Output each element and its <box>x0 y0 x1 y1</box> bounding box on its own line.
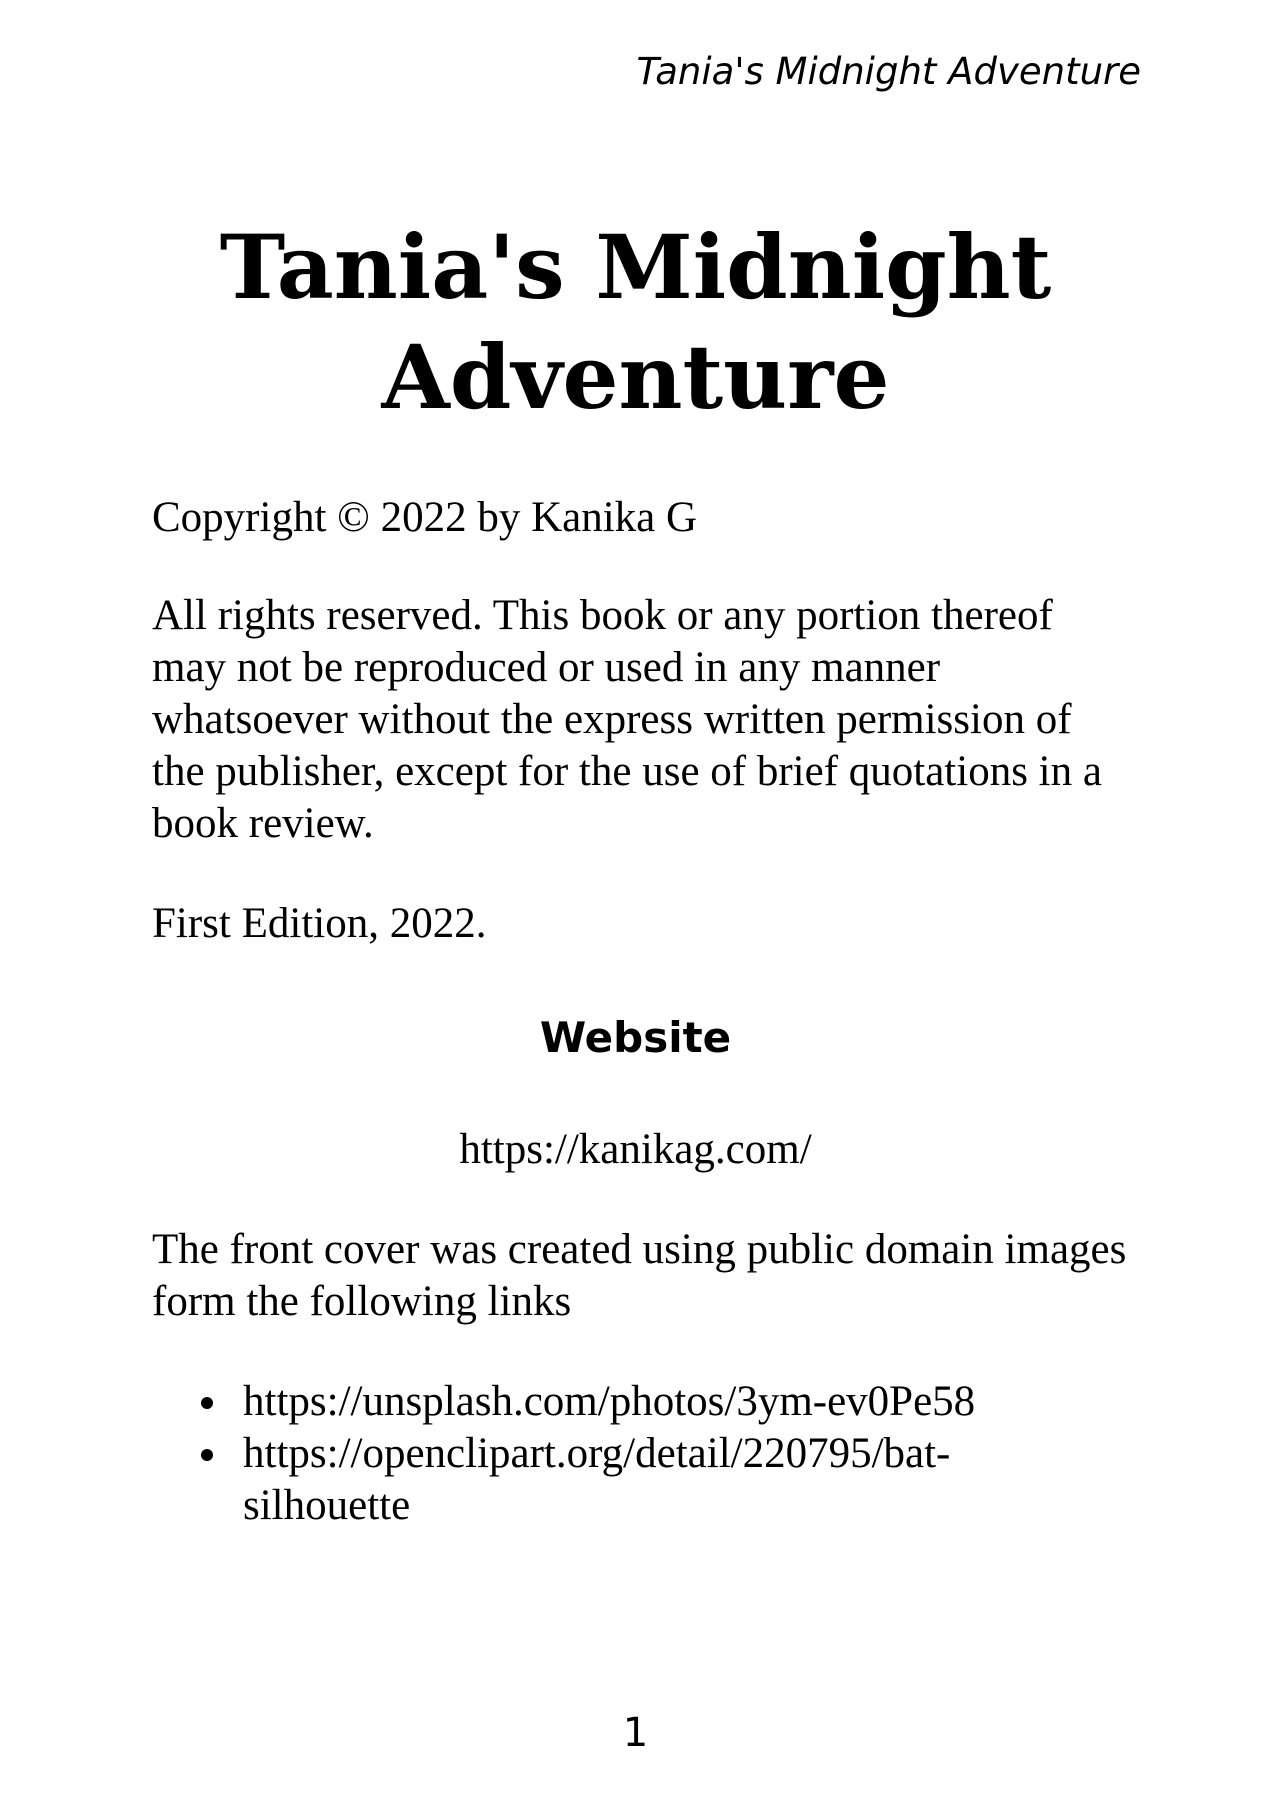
title-line-1: Tania's Midnight <box>219 215 1052 319</box>
rights-statement: All rights reserved. This book or any portion thereof may not be reproduced or used in any manner whatsoever without the express written permission of the publisher, except for the use of brief quotations in a book review. <box>152 592 1102 847</box>
cover-credit-note: The front cover was created using public domain images form the following links <box>152 1226 1127 1325</box>
cover-image-link[interactable]: https://unsplash.com/photos/3ym-ev0Pe58 <box>243 1378 976 1425</box>
cover-image-links <box>195 1376 1055 1532</box>
page-number: 1 <box>622 1710 649 1756</box>
cover-image-link[interactable]: https://openclipart.org/detail/220795/bat-silhouette <box>243 1430 951 1529</box>
copyright-notice: Copyright © 2022 by Kanika G <box>152 494 698 541</box>
edition-statement: First Edition, 2022. <box>152 900 487 947</box>
running-header: Tania's Midnight Adventure <box>636 50 1141 93</box>
bullet-icon <box>201 1397 213 1409</box>
website-link[interactable]: https://kanikag.com/ <box>459 1126 812 1173</box>
website-heading: Website <box>539 1013 732 1062</box>
list-item <box>195 1376 1055 1428</box>
page-title <box>0 212 1271 432</box>
bullet-icon <box>201 1449 213 1461</box>
list-item <box>195 1428 1055 1532</box>
title-line-2: Adventure <box>381 325 890 429</box>
